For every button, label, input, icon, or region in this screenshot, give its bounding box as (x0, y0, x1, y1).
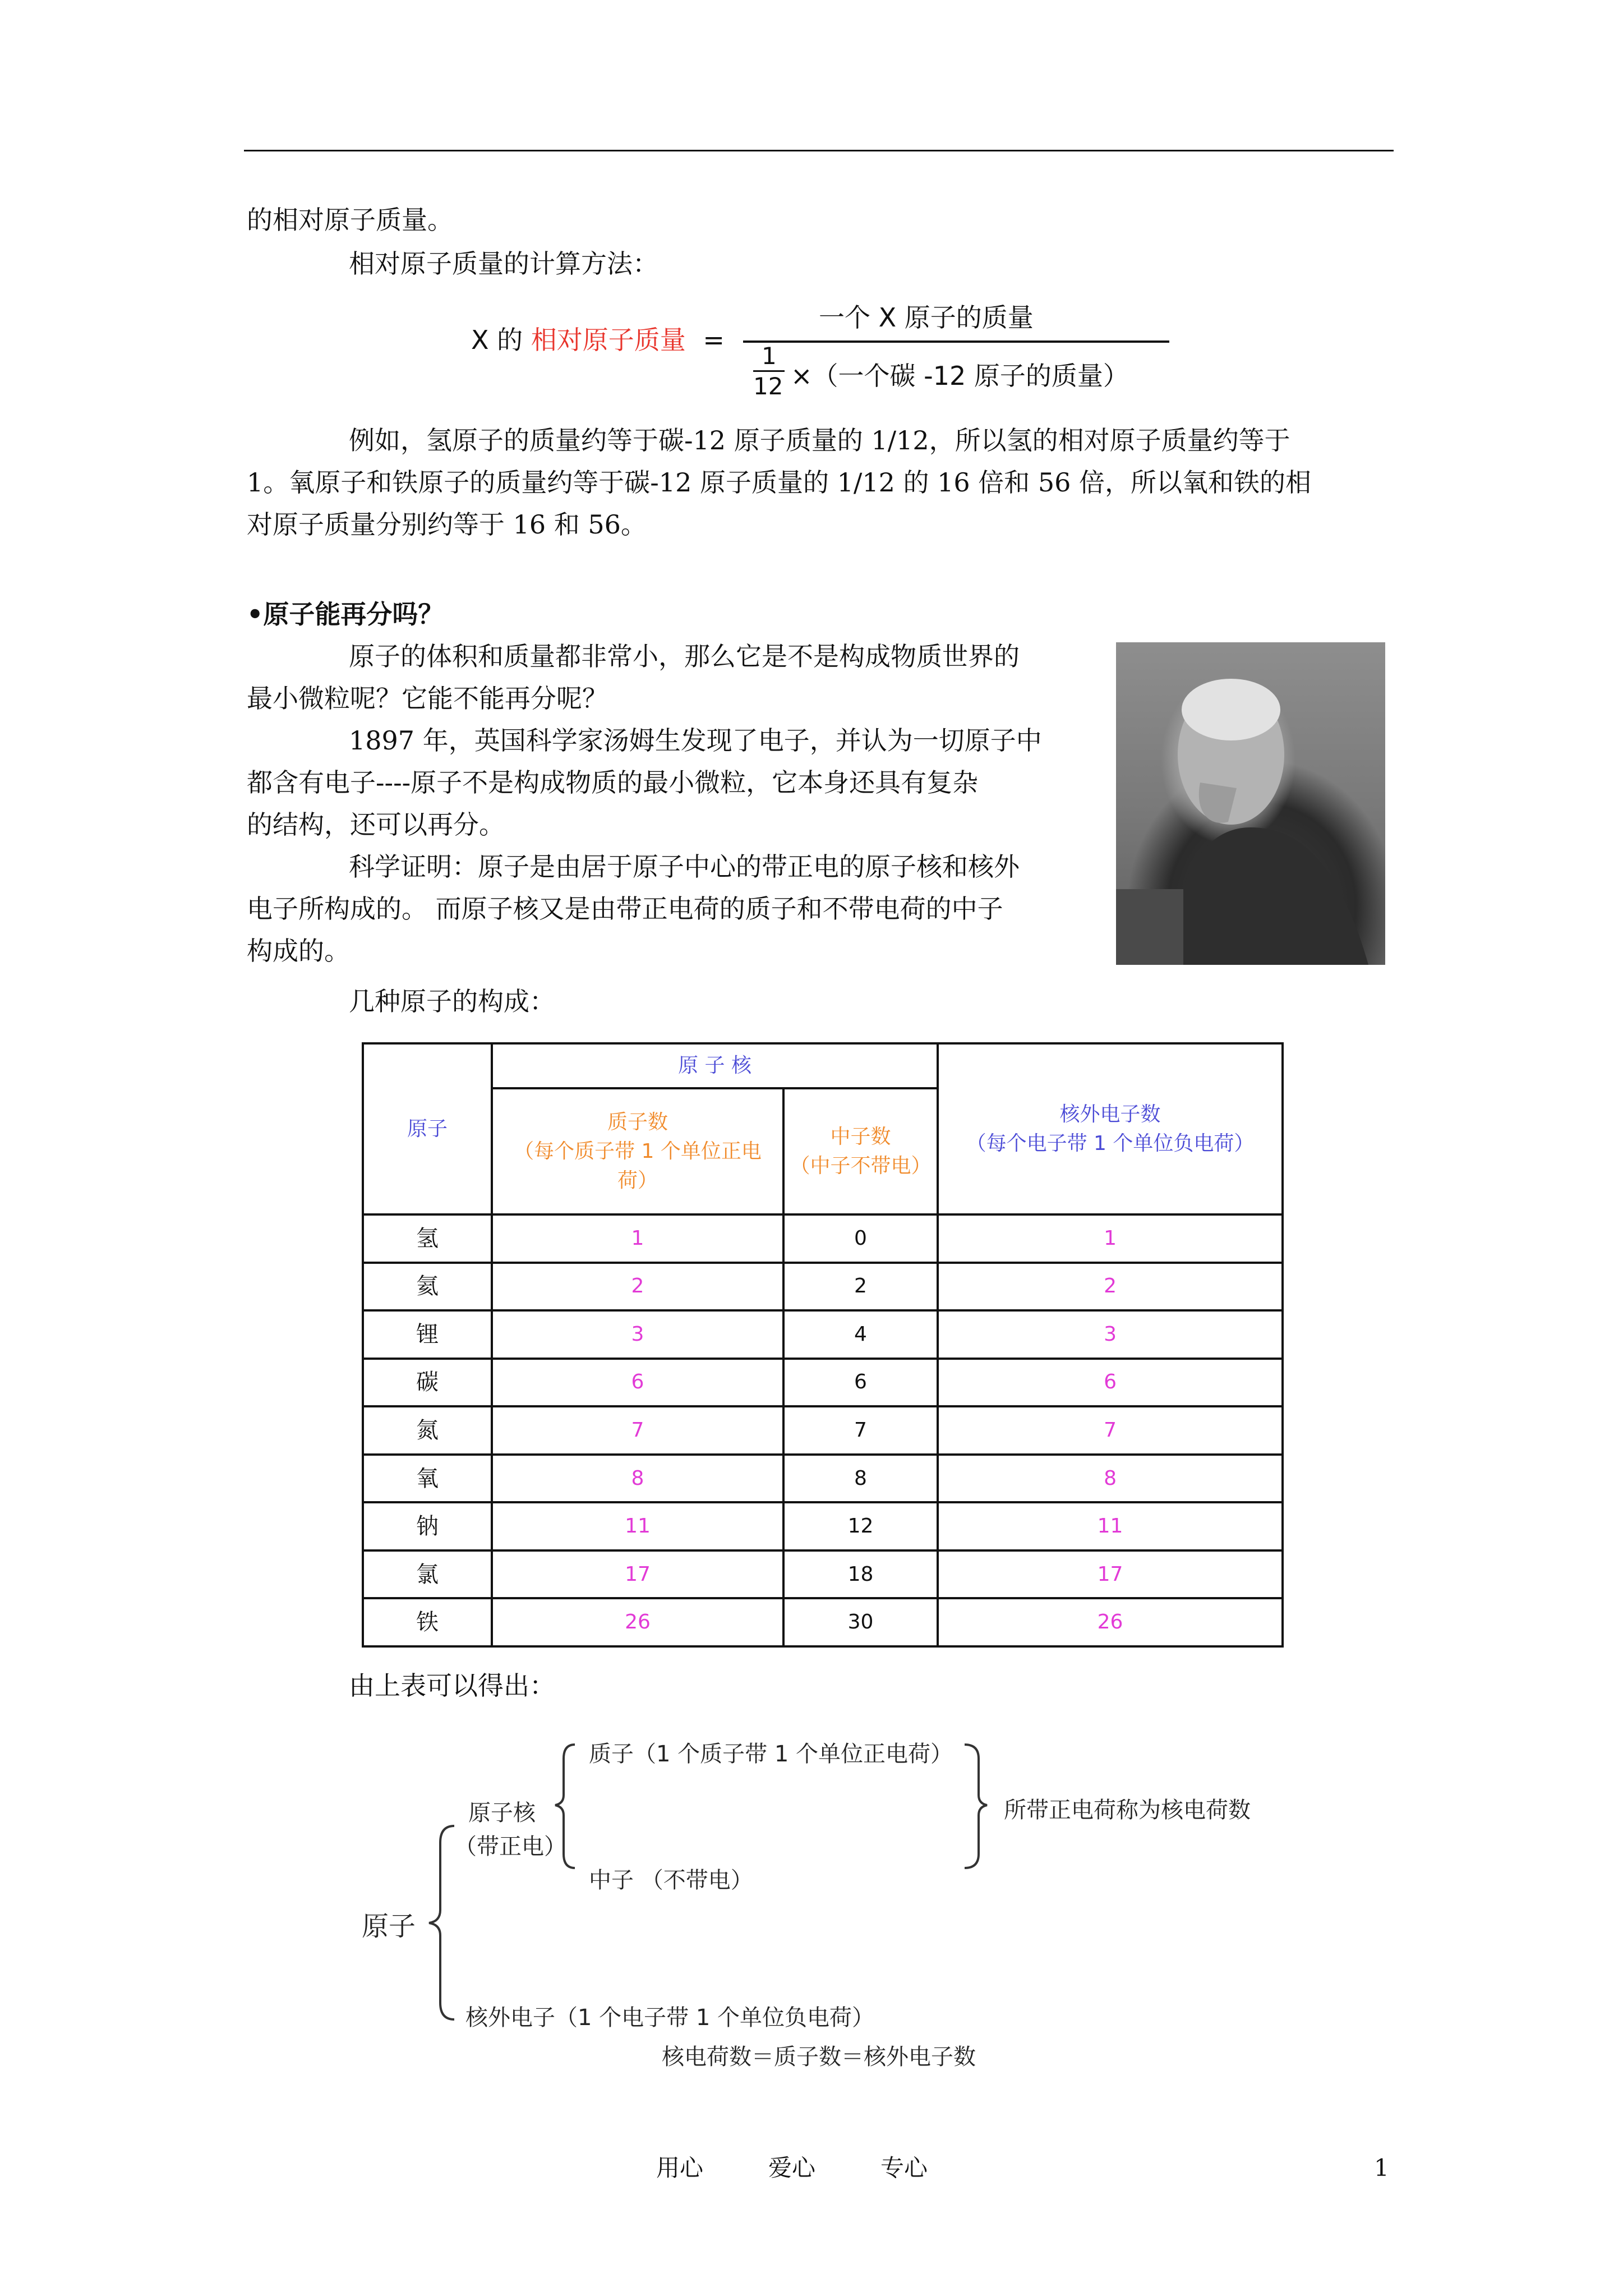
protons-cell: 6 (492, 1359, 783, 1407)
diagram-proton: 质子（1 个质子带 1 个单位正电荷） (589, 1741, 953, 1767)
neutrons-cell: 18 (783, 1550, 938, 1599)
electrons-cell: 17 (938, 1550, 1283, 1599)
atom-name-cell: 碳 (363, 1359, 492, 1407)
neutrons-cell: 8 (783, 1455, 938, 1503)
protons-cell: 2 (492, 1263, 783, 1311)
continuation-line: 的相对原子质量。 (247, 205, 453, 235)
header-neutrons-line-1: 中子数 (830, 1125, 891, 1148)
header-electrons-line-1: 核外电子数 (1059, 1102, 1161, 1126)
formula-highlight: 相对原子质量 (531, 325, 686, 355)
para2-line-3: 的结构，还可以再分。 (247, 809, 505, 840)
formula-numerator: 一个 X 原子的质量 (819, 302, 1034, 333)
header-protons-line-1: 质子数 (607, 1110, 668, 1134)
header-protons-line-3: 荷） (617, 1168, 658, 1192)
neutrons-cell: 6 (783, 1359, 938, 1407)
para2-line-1: 1897 年，英国科学家汤姆生发现了电子，并认为一切原子中 (349, 725, 1042, 756)
atom-name-cell: 氦 (363, 1263, 492, 1311)
para1-line-1: 原子的体积和质量都非常小，那么它是不是构成物质世界的 (349, 641, 1020, 671)
result-intro: 由上表可以得出： (349, 1671, 555, 1701)
calc-method-label: 相对原子质量的计算方法： (349, 249, 658, 279)
atom-name-cell: 锂 (363, 1310, 492, 1359)
neutrons-cell: 4 (783, 1310, 938, 1359)
atom-name-cell: 氢 (363, 1214, 492, 1263)
header-protons-line-2: （每个质子带 1 个单位正电 (514, 1139, 762, 1163)
footer-zhuanxin: 专心 (880, 2154, 928, 2182)
electrons-cell: 1 (938, 1214, 1283, 1263)
header-neutrons-line-2: （中子不带电） (790, 1154, 932, 1177)
footer-aixin: 爱心 (768, 2154, 816, 2182)
electrons-cell: 2 (938, 1263, 1283, 1311)
para2-line-2: 都含有电子----原子不是构成物质的最小微粒，它本身还具有复杂 (247, 767, 979, 798)
example-line-3: 对原子质量分别约等于 16 和 56。 (247, 509, 647, 540)
diagram-atom: 原子 (362, 1911, 416, 1942)
page-number: 1 (1374, 2154, 1389, 2182)
table-intro: 几种原子的构成： (349, 986, 555, 1016)
diagram-nucleus-1: 原子核 (468, 1800, 536, 1826)
para1-line-2: 最小微粒呢？它能不能再分呢？ (247, 683, 608, 714)
example-line-1: 例如，氢原子的质量约等于碳-12 原子质量的 1/12，所以氢的相对原子质量约等于 (349, 425, 1290, 455)
formula-small-denominator: 12 (753, 372, 783, 400)
electrons-cell: 6 (938, 1359, 1283, 1407)
brace-atom (429, 1826, 454, 2019)
protons-cell: 11 (492, 1502, 783, 1550)
protons-cell: 8 (492, 1455, 783, 1503)
formula-equals: = (703, 325, 725, 355)
neutrons-cell: 0 (783, 1214, 938, 1263)
diagram-equation: 核电荷数＝质子数＝核外电子数 (662, 2044, 976, 2070)
protons-cell: 1 (492, 1214, 783, 1263)
protons-cell: 3 (492, 1310, 783, 1359)
diagram-nucleus-2: （带正电） (454, 1834, 566, 1860)
electrons-cell: 7 (938, 1406, 1283, 1455)
atom-name-cell: 氮 (363, 1406, 492, 1455)
atom-name-cell: 铁 (363, 1598, 492, 1646)
electrons-cell: 3 (938, 1310, 1283, 1359)
protons-cell: 7 (492, 1406, 783, 1455)
formula-small-numerator: 1 (762, 342, 777, 370)
section-title: •原子能再分吗？ (247, 599, 444, 629)
header-nucleus: 原 子 核 (492, 1043, 938, 1088)
protons-cell: 17 (492, 1550, 783, 1599)
para3-line-1: 科学证明：原子是由居于原子中心的带正电的原子核和核外 (349, 852, 1020, 882)
formula-denominator: ×（一个碳 -12 原子的质量） (791, 361, 1129, 391)
neutrons-cell: 30 (783, 1598, 938, 1646)
neutrons-cell: 12 (783, 1502, 938, 1550)
neutrons-cell: 2 (783, 1263, 938, 1311)
atom-name-cell: 氯 (363, 1550, 492, 1599)
diagram-neutron: 中子 （不带电） (589, 1867, 753, 1893)
header-atom: 原子 (363, 1043, 492, 1214)
atom-name-cell: 钠 (363, 1502, 492, 1550)
electrons-cell: 11 (938, 1502, 1283, 1550)
para3-line-2: 电子所构成的。 而原子核又是由带正电荷的质子和不带电荷的中子 (247, 894, 1003, 924)
electrons-cell: 26 (938, 1598, 1283, 1646)
neutrons-cell: 7 (783, 1406, 938, 1455)
footer-yongxin: 用心 (656, 2154, 704, 2182)
brace-charge (965, 1745, 987, 1868)
atom-name-cell: 氧 (363, 1455, 492, 1503)
diagram-electron: 核外电子（1 个电子带 1 个单位负电荷） (465, 2005, 875, 2031)
para3-line-3: 构成的。 (247, 936, 350, 966)
diagram-charge-note: 所带正电荷称为核电荷数 (1004, 1797, 1251, 1823)
electrons-cell: 8 (938, 1455, 1283, 1503)
example-line-2: 1。氧原子和铁原子的质量约等于碳-12 原子质量的 1/12 的 16 倍和 56 倍，所以氧和铁的相 (247, 467, 1312, 498)
formula-x-de: X 的 (471, 325, 523, 355)
protons-cell: 26 (492, 1598, 783, 1646)
header-electrons-line-2: （每个电子带 1 个单位负电荷） (966, 1131, 1255, 1155)
